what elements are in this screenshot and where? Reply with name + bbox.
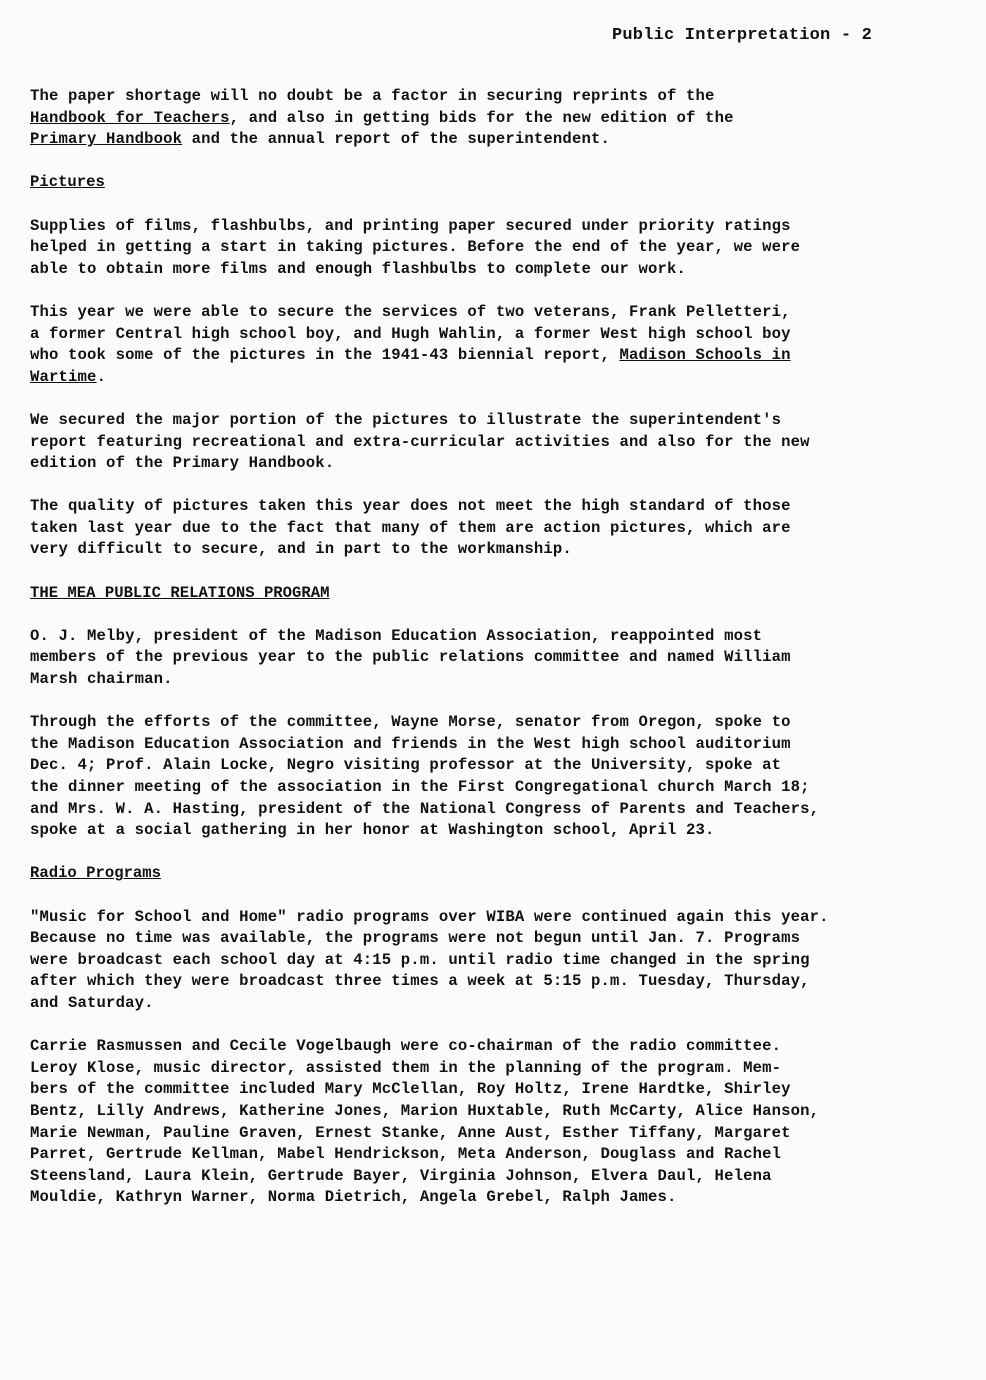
paragraph-radio-committee: [30, 1036, 930, 1209]
text-line: members of the previous year to the public relations committee and named William: [30, 648, 791, 667]
text-line: We secured the major portion of the pictures to illustrate the superintendent's: [30, 410, 782, 429]
text-line: were broadcast each school day at 4:15 p.m. until radio time changed in the spring: [30, 950, 810, 969]
text-fragment: , and also in getting bids for the new edition of the: [229, 108, 734, 127]
paragraph-major-portion: [30, 410, 930, 475]
paragraph-veterans: [30, 302, 930, 388]
text-line: and Saturday.: [30, 993, 154, 1012]
text-line: Steensland, Laura Klein, Gertrude Bayer, Virginia Johnson, Elvera Daul, Helena: [30, 1166, 772, 1185]
text-line: "Music for School and Home" radio programs over WIBA were continued again this year.: [30, 907, 829, 926]
text-line: [30, 345, 930, 367]
text-fragment: who took some of the pictures in the 1941-43 biennial report,: [30, 346, 620, 365]
text-line: able to obtain more films and enough flashbulbs to complete our work.: [30, 259, 687, 278]
text-line: Bentz, Lilly Andrews, Katherine Jones, Marion Huxtable, Ruth McCarty, Alice Hanson,: [30, 1101, 820, 1120]
text-line: after which they were broadcast three times a week at 5:15 p.m. Tuesday, Thursday,: [30, 972, 810, 991]
section-heading-mea-program: THE MEA PUBLIC RELATIONS PROGRAM: [30, 583, 330, 602]
text-line: [30, 129, 930, 151]
text-line: The quality of pictures taken this year does not meet the high standard of those: [30, 497, 791, 516]
text-line: spoke at a social gathering in her honor at Washington school, April 23.: [30, 821, 715, 840]
text-fragment: .: [96, 367, 107, 386]
section-heading-pictures: Pictures: [30, 173, 105, 192]
text-fragment: and the annual report of the superintendent.: [182, 130, 610, 149]
text-line: Carrie Rasmussen and Cecile Vogelbaugh were co-chairman of the radio committee.: [30, 1037, 782, 1056]
paragraph-supplies: [30, 216, 930, 281]
text-line: the dinner meeting of the association in the First Congregational church March 18;: [30, 778, 810, 796]
paragraph-paper-shortage: [30, 86, 930, 151]
text-line: Leroy Klose, music director, assisted them in the planning of the program. Mem-: [30, 1058, 782, 1077]
text-line: [30, 108, 930, 130]
text-line: Through the efforts of the committee, Wayne Morse, senator from Oregon, spoke to: [30, 713, 791, 732]
text-line: helped in getting a start in taking pictures. Before the end of the year, we were: [30, 238, 801, 257]
text-line: and Mrs. W. A. Hasting, president of the National Congress of Parents and Teachers,: [30, 799, 820, 818]
handbook-for-teachers-title: Handbook for Teachers: [30, 108, 230, 127]
paragraph-quality: [30, 496, 930, 561]
text-line: Because no time was available, the programs were not begun until Jan. 7. Programs: [30, 929, 801, 948]
primary-handbook-title: Primary Handbook: [30, 130, 183, 149]
text-line: Supplies of films, flashbulbs, and printing paper secured under priority ratings: [30, 216, 791, 235]
text-line: Marsh chairman.: [30, 670, 173, 689]
madison-schools-title: Madison Schools in: [619, 346, 791, 365]
paragraph-committee-efforts: [30, 712, 930, 842]
text-line: Marie Newman, Pauline Graven, Ernest Stanke, Anne Aust, Esther Tiffany, Margaret: [30, 1123, 791, 1142]
text-line: report featuring recreational and extra-curricular activities and also for the new: [30, 432, 810, 451]
paragraph-music-programs: [30, 907, 930, 1015]
text-line: This year we were able to secure the services of two veterans, Frank Pelletteri,: [30, 302, 791, 321]
text-line: Mouldie, Kathryn Warner, Norma Dietrich, Angela Grebel, Ralph James.: [30, 1188, 677, 1207]
text-line: taken last year due to the fact that many of them are action pictures, which are: [30, 518, 791, 537]
text-line: edition of the Primary Handbook.: [30, 454, 335, 473]
text-line: The paper shortage will no doubt be a factor in securing reprints of the: [30, 87, 715, 105]
text-line: Parret, Gertrude Kellman, Mabel Hendrickson, Meta Anderson, Douglass and Rachel: [30, 1145, 782, 1164]
text-line: a former Central high school boy, and Hugh Wahlin, a former West high school boy: [30, 324, 791, 343]
wartime-title: Wartime: [30, 367, 97, 386]
text-line: bers of the committee included Mary McClellan, Roy Holtz, Irene Hardtke, Shirley: [30, 1080, 791, 1099]
text-line: [30, 367, 930, 389]
text-line: very difficult to secure, and in part to the workmanship.: [30, 540, 572, 559]
page-header: Public Interpretation - 2: [612, 26, 873, 45]
text-line: O. J. Melby, president of the Madison Education Association, reappointed most: [30, 626, 763, 645]
section-heading-radio-programs: Radio Programs: [30, 864, 162, 883]
text-line: the Madison Education Association and friends in the West high school auditorium: [30, 734, 791, 753]
document-body: [30, 86, 930, 1230]
text-line: Dec. 4; Prof. Alain Locke, Negro visiting professor at the University, spoke at: [30, 756, 782, 775]
paragraph-melby: [30, 626, 930, 691]
